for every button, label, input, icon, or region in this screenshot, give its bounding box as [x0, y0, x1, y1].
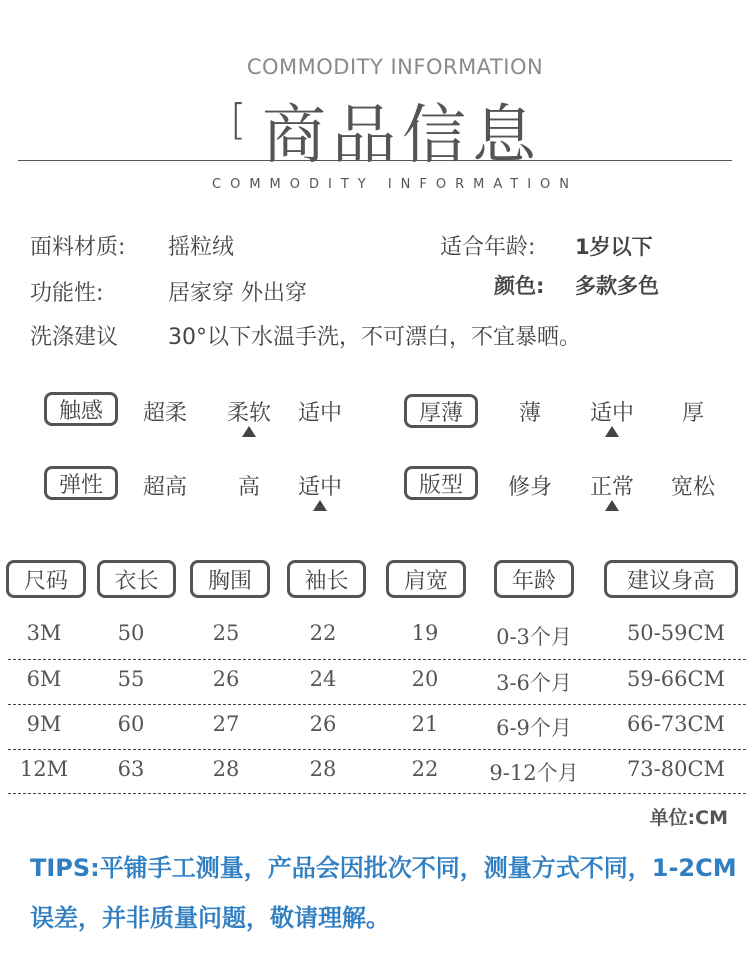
- fabric-value: 摇粒绒: [168, 235, 235, 260]
- table-row-divider: [8, 704, 746, 705]
- table-cell: 22: [309, 621, 337, 645]
- table-cell: 63: [117, 757, 145, 781]
- header-divider: [18, 160, 732, 161]
- function-label: 功能性:: [30, 281, 104, 306]
- touch-option: 适中: [297, 401, 342, 426]
- table-row-divider: [8, 659, 746, 660]
- table-header-shoulder: 肩宽: [386, 560, 466, 598]
- elasticity-option: 高: [237, 475, 260, 500]
- thickness-selected-marker: [605, 426, 619, 437]
- table-row-divider: [8, 793, 746, 794]
- header-bracket: [: [230, 95, 247, 144]
- table-cell: 24: [309, 667, 337, 691]
- table-cell: 26: [212, 667, 240, 691]
- header-subtitle-en: COMMODITY INFORMATION: [212, 177, 578, 192]
- touch-option: 柔软: [226, 401, 271, 426]
- fit-tag: 版型: [404, 466, 478, 500]
- table-cell: 21: [411, 712, 439, 736]
- table-header-chest: 胸围: [190, 560, 270, 598]
- table-cell: 60: [117, 712, 145, 736]
- table-cell: 28: [212, 757, 240, 781]
- elasticity-option: 超高: [142, 475, 187, 500]
- table-cell: 26: [309, 712, 337, 736]
- table-row-divider: [8, 749, 746, 750]
- table-cell: 0-3个月: [496, 625, 572, 649]
- table-cell: 50-59CM: [626, 621, 726, 645]
- table-cell: 6M: [26, 667, 62, 691]
- table-cell: 9-12个月: [489, 761, 579, 785]
- fit-option: 修身: [507, 475, 552, 500]
- table-cell: 73-80CM: [626, 757, 726, 781]
- table-cell: 22: [411, 757, 439, 781]
- age-label: 适合年龄:: [440, 235, 536, 260]
- table-cell: 55: [117, 667, 145, 691]
- table-cell: 20: [411, 667, 439, 691]
- table-cell: 59-66CM: [626, 667, 726, 691]
- table-cell: 3-6个月: [496, 671, 572, 695]
- table-header-age: 年龄: [494, 560, 574, 598]
- touch-selected-marker: [242, 426, 256, 437]
- table-cell: 28: [309, 757, 337, 781]
- elasticity-selected-marker: [313, 500, 327, 511]
- table-cell: 12M: [19, 757, 69, 781]
- fit-option: 宽松: [670, 475, 715, 500]
- fabric-label: 面料材质:: [30, 235, 126, 260]
- wash-value: 30°以下水温手洗，不可漂白，不宜暴晒。: [168, 325, 581, 350]
- table-cell: 50: [117, 621, 145, 645]
- thickness-tag: 厚薄: [404, 394, 478, 428]
- table-cell: 66-73CM: [626, 712, 726, 736]
- fit-option: 正常: [589, 475, 634, 500]
- header-title-cn: 商品信息: [262, 99, 542, 173]
- touch-tag: 触感: [44, 392, 118, 426]
- table-cell: 3M: [26, 621, 62, 645]
- touch-option: 超柔: [142, 401, 187, 426]
- table-cell: 25: [212, 621, 240, 645]
- table-cell: 19: [411, 621, 439, 645]
- table-header-length: 衣长: [97, 560, 176, 598]
- table-cell: 6-9个月: [496, 716, 572, 740]
- elasticity-tag: 弹性: [44, 466, 118, 500]
- thickness-option: 薄: [518, 401, 541, 426]
- color-value: 多款多色: [575, 274, 659, 298]
- fit-selected-marker: [605, 500, 619, 511]
- table-cell: 27: [212, 712, 240, 736]
- unit-label: 单位:CM: [649, 807, 728, 829]
- table-cell: 9M: [26, 712, 62, 736]
- function-value: 居家穿 外出穿: [168, 281, 307, 306]
- age-value: 1岁以下: [575, 235, 653, 259]
- table-header-sleeve: 袖长: [287, 560, 366, 598]
- color-label: 颜色:: [494, 274, 545, 298]
- wash-label: 洗涤建议: [30, 325, 119, 350]
- table-header-height: 建议身高: [604, 560, 738, 598]
- elasticity-option: 适中: [297, 475, 342, 500]
- tips-text: TIPS:平铺手工测量，产品会因批次不同，测量方式不同，1-2CM误差，并非质量问题，敬请理解。: [30, 854, 737, 932]
- thickness-option: 适中: [589, 401, 634, 426]
- thickness-option: 厚: [681, 401, 704, 426]
- header-title-en: COMMODITY INFORMATION: [246, 55, 544, 79]
- table-header-size: 尺码: [6, 560, 86, 598]
